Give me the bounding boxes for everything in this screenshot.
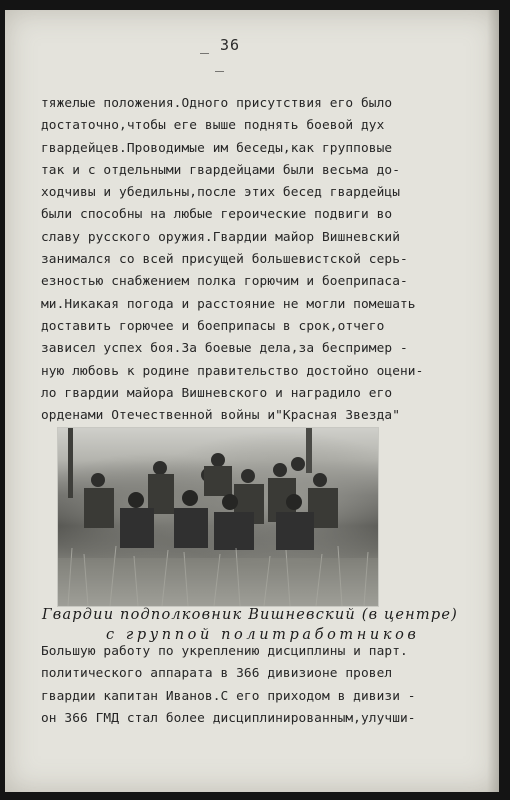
text-line: ную любовь к родине правительство достойно оцени- — [41, 363, 424, 379]
caption-line-1: Гвардии подполковник Вишневский (в центре) — [42, 607, 458, 623]
text-line: доставить горючее и боеприпасы в срок,отчего — [41, 318, 385, 334]
text-line: езностью снабжением полка горючим и боеприпаса- — [41, 274, 408, 290]
text-line: занимался со всей присущей большевистской серь- — [41, 252, 408, 268]
photo-caption — [42, 605, 482, 645]
body-text-top — [41, 93, 461, 427]
page-number: _ 36 _ — [199, 36, 241, 72]
text-line: славу русского оружия.Гвардии майор Вишневский — [41, 229, 401, 245]
text-line: ло гвардии майора Вишневского и наградило его — [41, 385, 393, 401]
text-line: он 366 ГМД стал более дисциплинированным,улучши- — [41, 710, 416, 726]
text-line: тяжелые положения.Одного присутствия его было — [41, 96, 393, 111]
group-photograph — [57, 427, 379, 607]
text-line: политического аппарата в 366 дивизионе провел — [41, 666, 393, 682]
text-line: ми.Никакая погода и расстояние не могли помешать — [41, 296, 416, 312]
body-text-bottom — [41, 641, 461, 730]
text-line: зависел успех боя.За боевые дела,за беспример - — [41, 341, 408, 357]
group-photo-icon — [58, 428, 378, 606]
text-line: орденами Отечественной войны и"Красная Звезда" — [41, 408, 401, 424]
text-line: гвардии капитан Иванов.С его приходом в дивизи - — [41, 688, 416, 704]
text-line: были способны на любые героические подвиги во — [41, 207, 393, 223]
text-line: достаточно,чтобы еге выше поднять боевой дух — [41, 118, 385, 134]
text-line: ходчивы и убедильны,после этих бесед гвардейцы — [41, 185, 401, 201]
text-line: Большую работу по укреплению дисциплины и парт. — [41, 644, 408, 659]
page-edge-shadow — [487, 10, 499, 792]
caption-line-2: с группой политработников — [106, 627, 420, 643]
text-line: гвардейцев.Проводимые им беседы,как групповые — [41, 140, 393, 156]
text-line: так и с отдельными гвардейцами были весьма до- — [41, 162, 401, 178]
